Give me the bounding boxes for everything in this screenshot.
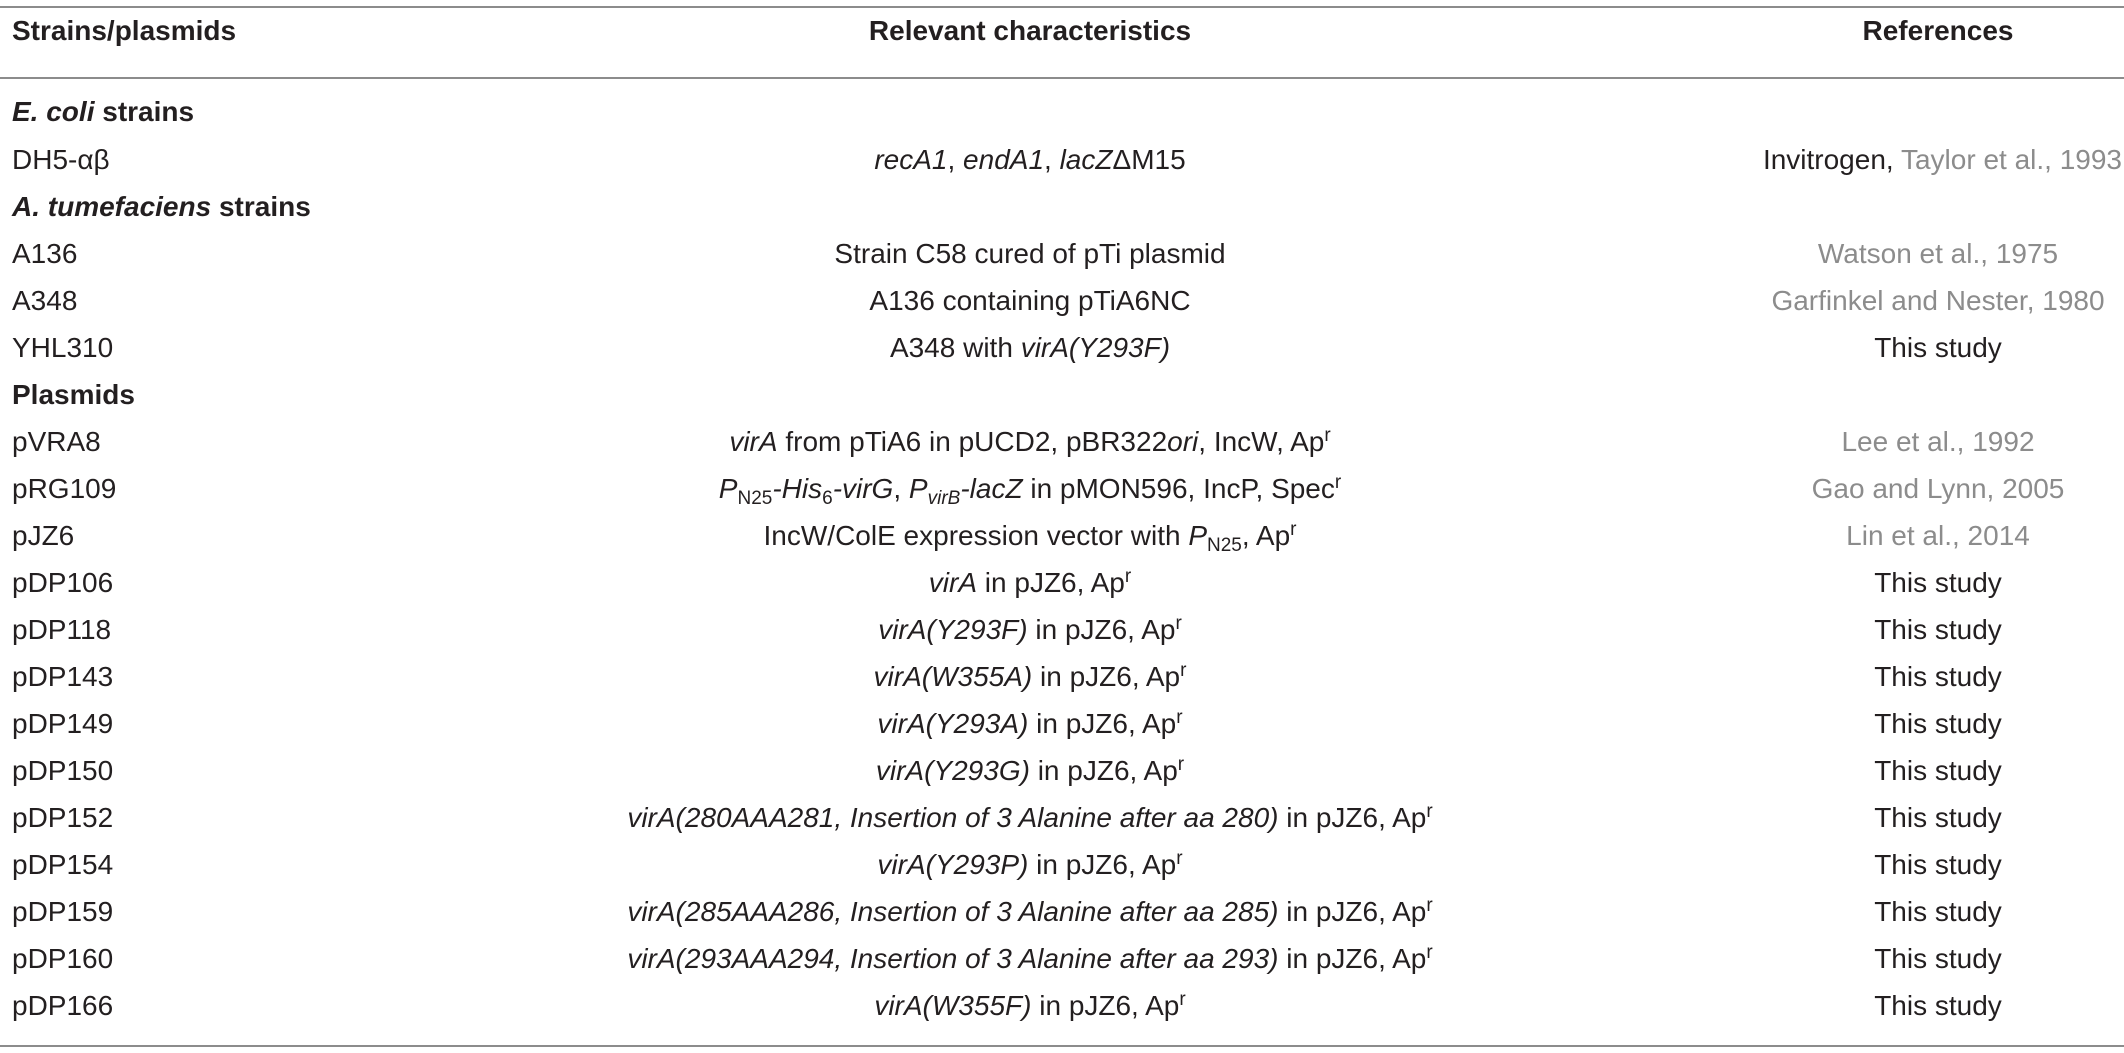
characteristics: virA(Y293G) in pJZ6, Ap$^r$ [875,754,1185,786]
reference: This study [1874,755,2002,786]
strain-name: DH5-αβ [12,144,110,175]
characteristics: recA1, endA1, lacZΔM15 [874,144,1186,175]
header-characteristics: Relevant characteristics [868,15,1192,46]
table-row [0,653,2124,700]
reference: This study [1874,567,2002,598]
characteristics: virA(285AAA286, Insertion of 3 Alanine after aa 285) in pJZ6, Ap$^r$ [627,895,1433,927]
characteristics: IncW/ColE expression vector with $P_{N25}$, Ap$^r$ [763,519,1297,556]
reference-link[interactable]: Lin et al., 2014 [1846,520,2030,551]
characteristics: $P_{N25}-His_6$-virG, $P_{virB}$-lacZ in pMON596, IncP, Spec$^r$ [718,472,1342,509]
plasmid-name: pDP152 [12,802,114,833]
reference-link[interactable]: Gao and Lynn, 2005 [1811,473,2065,504]
header-strains: Strains/plasmids [12,15,237,46]
characteristics: virA(293AAA294, Insertion of 3 Alanine after aa 293) in pJZ6, Ap$^r$ [627,942,1433,974]
characteristics: virA(Y293A) in pJZ6, Ap$^r$ [877,707,1183,739]
table-row [0,700,2124,747]
plasmid-name: pDP166 [12,990,114,1021]
section-ecoli [0,88,2124,135]
section-ecoli-label: E. coli strains [12,96,195,127]
table-row [0,747,2124,794]
plasmid-name: pDP159 [12,896,114,927]
header-row [0,7,2124,54]
characteristics: virA in pJZ6, Ap$^r$ [928,566,1132,598]
section-atumefaciens-label: A. tumefaciens strains [12,191,311,222]
table-row [0,935,2124,982]
reference-link[interactable]: Watson et al., 1975 [1817,238,2059,269]
plasmid-name: pDP154 [12,849,114,880]
strain-name: YHL310 [12,332,114,363]
characteristics: virA(W355A) in pJZ6, Ap$^r$ [873,660,1187,692]
reference: This study [1874,943,2002,974]
characteristics: Strain C58 cured of pTi plasmid [834,238,1226,269]
plasmid-name: pDP143 [12,661,114,692]
table-row [0,841,2124,888]
characteristics: A348 with virA(Y293F) [889,332,1171,363]
characteristics: virA(280AAA281, Insertion of 3 Alanine after aa 280) in pJZ6, Ap$^r$ [627,801,1433,833]
plasmid-name: pDP106 [12,567,114,598]
plasmid-name: pDP149 [12,708,114,739]
plasmid-name: pRG109 [12,473,117,504]
plasmid-name: pDP160 [12,943,114,974]
header-references: References [1862,15,2014,46]
table-row [0,277,2124,324]
table-row [0,230,2124,277]
strain-name: A348 [12,285,78,316]
section-plasmids-label: Plasmids [12,379,135,410]
table-row [0,606,2124,653]
table-row [0,559,2124,606]
table-row [0,136,2124,183]
section-plasmids [0,371,2124,418]
reference: This study [1874,708,2002,739]
table-row [0,465,2124,512]
plasmid-name: pDP118 [12,614,112,645]
reference: Invitrogen, Taylor et al., 1993 [1762,144,2122,175]
table-row [0,512,2124,559]
table-row [0,794,2124,841]
section-atumefaciens [0,183,2124,230]
reference: This study [1874,849,2002,880]
reference: This study [1874,896,2002,927]
reference-link[interactable]: Lee et al., 1992 [1841,426,2035,457]
characteristics: virA from pTiA6 in pUCD2, pBR322ori, IncW, Ap$^r$ [729,425,1331,457]
reference: This study [1874,661,2002,692]
table-row [0,982,2124,1029]
header-rule [0,77,2124,79]
plasmid-name: pDP150 [12,755,114,786]
characteristics: virA(W355F) in pJZ6, Ap$^r$ [874,989,1186,1021]
table-row [0,324,2124,371]
reference-link[interactable]: Garfinkel and Nester, 1980 [1771,285,2105,316]
bottom-rule [0,1045,2124,1047]
reference-link[interactable]: Taylor et al., 1993 [1900,144,2122,175]
plasmid-name: pVRA8 [12,426,101,457]
characteristics: virA(Y293P) in pJZ6, Ap$^r$ [877,848,1183,880]
characteristics: A136 containing pTiA6NC [869,285,1191,316]
strain-name: A136 [12,238,78,269]
reference: This study [1874,332,2002,363]
reference: This study [1874,802,2002,833]
reference: This study [1874,990,2002,1021]
plasmid-name: pJZ6 [12,520,75,551]
reference: This study [1874,614,2002,645]
table-row [0,888,2124,935]
characteristics: virA(Y293F) in pJZ6, Ap$^r$ [878,613,1182,645]
table-row [0,418,2124,465]
